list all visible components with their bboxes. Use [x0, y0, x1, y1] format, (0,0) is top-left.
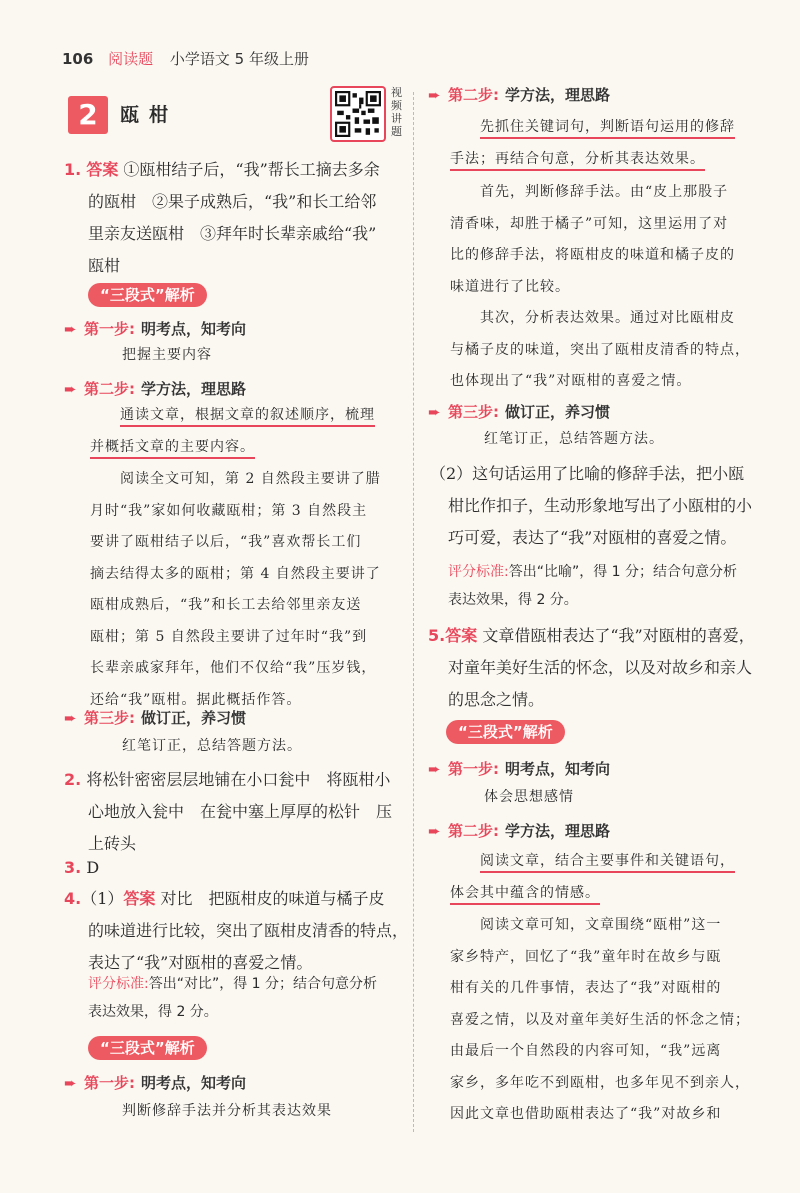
q1-number: 1.: [64, 160, 82, 179]
q4-part2-answer: （2）这句话运用了比喻的修辞手法，把小瓯 柑比作扣子，生动形象地写出了小瓯柑的小 巧可爱，表达了“我”对瓯柑的喜爱之情。: [430, 464, 753, 547]
arrow-icon: ➨: [428, 86, 441, 104]
q1-step3-text: 红笔订正，总结答题方法。: [122, 738, 302, 754]
arrow-icon: ➨: [64, 320, 77, 338]
q4-step2: ➨ 第二步: 学方法，理思路: [428, 86, 611, 104]
q4-part2-standard: 评分标准:答出“比喻”，得 1 分；结合句意分析 表达效果，得 2 分。: [448, 564, 738, 608]
q1-line: 的瓯柑 ②果子成熟后，“我”和长工给邻: [88, 192, 377, 211]
arrow-icon: ➨: [428, 403, 441, 421]
q1-step1: ➨ 第一步: 明考点，知考向: [64, 320, 247, 338]
q5-step1-text: 体会思想感情: [484, 789, 574, 805]
column-divider: [413, 92, 414, 1132]
q4-step2-method: 先抓住关键词句，判断语句运用的修辞 手法；再结合句意，分析其表达效果。: [450, 119, 735, 167]
qr-label: 视频讲题: [391, 86, 402, 138]
page-header: [62, 48, 309, 69]
analysis-badge: “三段式”解析: [88, 1036, 207, 1060]
arrow-icon: ➨: [64, 709, 77, 727]
q1-line: ①瓯柑结子后，“我”帮长工摘去多余: [123, 160, 380, 179]
q5-step1: ➨ 第一步: 明考点，知考向: [428, 760, 611, 778]
page-number: 106: [62, 50, 94, 68]
q1-line: 瓯柑: [88, 256, 121, 275]
q4-step3-text: 红笔订正，总结答题方法。: [484, 431, 664, 447]
q5-step2-text: 阅读文章可知，文章围绕“瓯柑”这一 家乡特产，回忆了“我”童年时在故乡与瓯 柑有关的几件事情，表达了“我”对瓯柑的 喜爱之情，以及对童年美好生活的怀念之情； 由最后一个自然段的内容可知，“我”远离 家乡，多年吃不到瓯柑，也多年见不到亲人， 因此文章也借助瓯柑表达了“我”对故乡和: [450, 917, 750, 1122]
q4-standard: 评分标准:答出“对比”，得 1 分；结合句意分析 表达效果，得 2 分。: [88, 976, 378, 1020]
arrow-icon: ➨: [428, 760, 441, 778]
qr-code-graphic: [335, 91, 381, 137]
q4-step3: ➨ 第三步: 做订正，养习惯: [428, 403, 611, 421]
analysis-badge: “三段式”解析: [88, 283, 207, 307]
q1-step2-text: 阅读全文可知，第 2 自然段主要讲了腊 月时“我”家如何收藏瓯柑；第 3 自然段主 要讲了瓯柑结子以后，“我”喜欢帮长工们 摘去结得太多的瓯柑；第 4 自然段主要讲了 瓯柑成熟后，“我”和长工去给邻里亲友送 瓯柑；第 5 自然段主要讲了过年时“我”到 长辈亲戚家拜年，他们不仅给“我”压岁钱， 还给“我”瓯柑。据此概括作答。: [90, 471, 381, 708]
q4-answer: 4.（1）答案 对比 把瓯柑皮的味道与橘子皮 的味道进行比较，突出了瓯柑皮清香的特点， 表达了“我”对瓯柑的喜爱之情。: [64, 889, 409, 972]
q1-step3: ➨ 第三步: 做订正，养习惯: [64, 709, 247, 727]
q4-step1-text: 判断修辞手法并分析其表达效果: [122, 1103, 332, 1119]
q5-answer: 5.答案 文章借瓯柑表达了“我”对瓯柑的喜爱， 对童年美好生活的怀念，以及对故乡和亲人 的思念之情。: [428, 626, 755, 709]
q1-answer: [64, 154, 404, 282]
analysis-badge: “三段式”解析: [446, 720, 565, 744]
q2-answer: 2. 将松针密密层层地铺在小口瓮中 将瓯柑小 心地放入瓮中 在瓮中塞上厚厚的松针 压 上砖头: [64, 770, 393, 853]
q1-step2: ➨ 第二步: 学方法，理思路: [64, 380, 247, 398]
q4-step1: ➨ 第一步: 明考点，知考向: [64, 1074, 247, 1092]
arrow-icon: ➨: [64, 1074, 77, 1092]
qr-code-icon[interactable]: [330, 86, 386, 142]
q1-answer-label: 答案: [86, 160, 119, 179]
q1-line: 里亲友送瓯柑 ③拜年时长辈亲戚给“我”: [88, 224, 377, 243]
book-title: 小学语文 5 年级上册: [169, 50, 309, 68]
lesson-title: 瓯柑: [120, 104, 179, 126]
q4-step2-text: 首先，判断修辞手法。由“皮上那股子 清香味，却胜于橘子”可知，这里运用了对 比的修辞手法，将瓯柑皮的味道和橘子皮的 味道进行了比较。 其次，分析表达效果。通过对比瓯柑皮 与橘子皮的味道，突出了瓯柑皮清香的特点， 也体现出了“我”对瓯柑的喜爱之情。: [450, 184, 750, 389]
q1-step1-text: 把握主要内容: [122, 347, 212, 363]
q3-answer: 3. D: [64, 858, 100, 877]
lesson-number: 2: [68, 96, 108, 134]
arrow-icon: ➨: [428, 822, 441, 840]
q1-step2-method: 通读文章，根据文章的叙述顺序，梳理 并概括文章的主要内容。: [90, 407, 375, 455]
q5-step2-method: 阅读文章，结合主要事件和关键语句， 体会其中蕴含的情感。: [450, 853, 735, 901]
arrow-icon: ➨: [64, 380, 77, 398]
section-tag: 阅读题: [108, 50, 154, 68]
q5-step2: ➨ 第二步: 学方法，理思路: [428, 822, 611, 840]
